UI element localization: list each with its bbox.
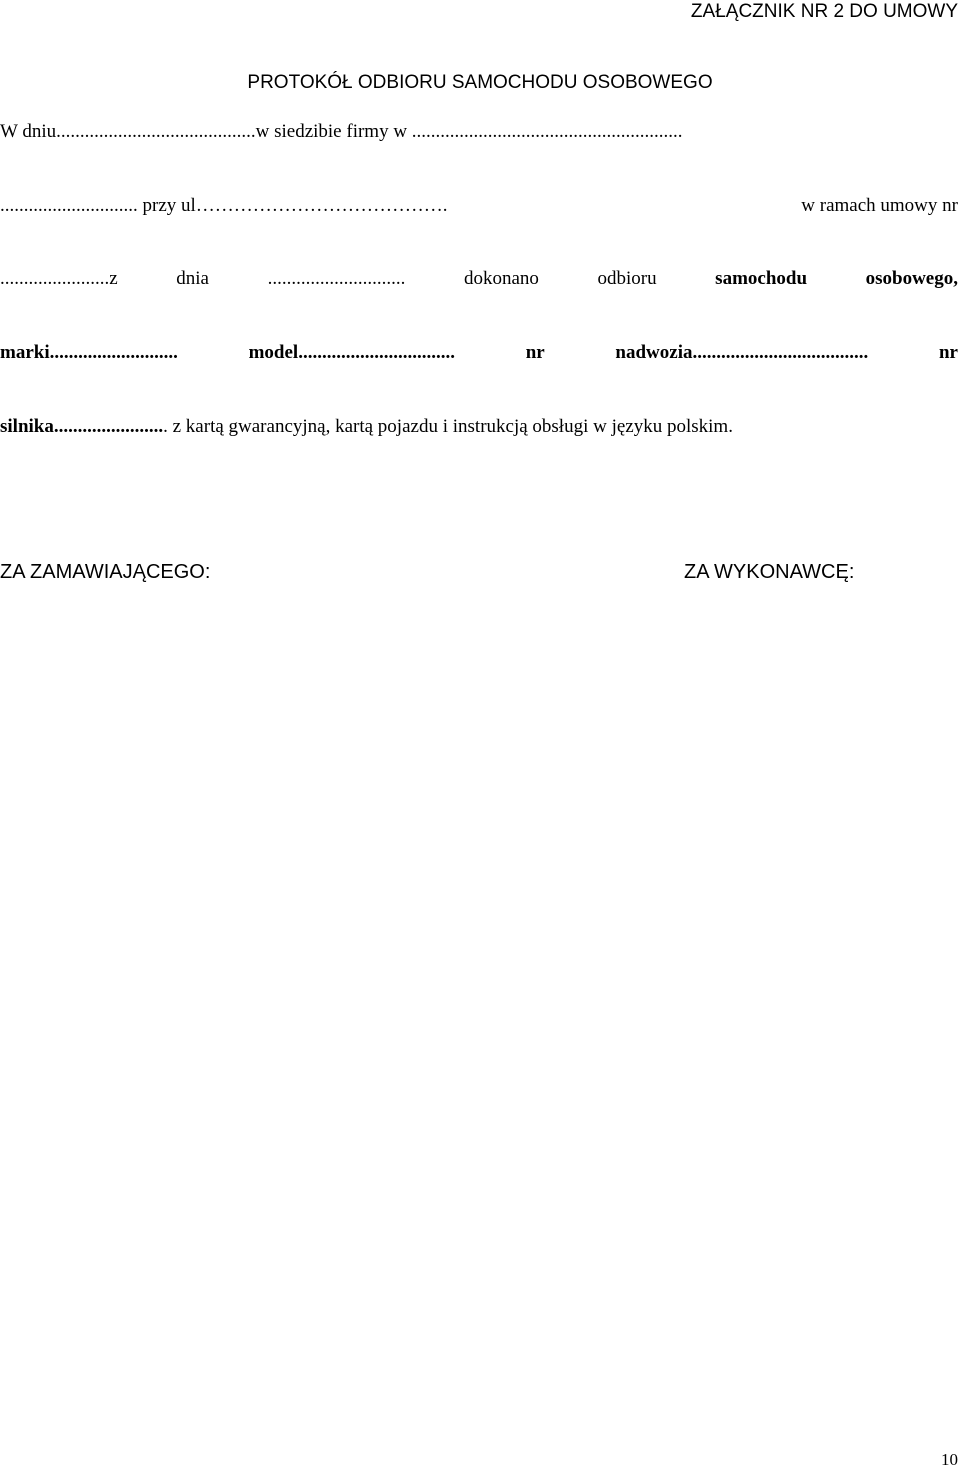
line3-part5: odbioru: [597, 268, 657, 289]
line3-part2: dnia: [176, 268, 209, 289]
page-number: 10: [941, 1450, 958, 1469]
line4-part1: marki...........................: [0, 342, 178, 363]
paragraph-line-5: [0, 417, 733, 436]
line4-part3: nr: [525, 342, 545, 363]
line4-part2: model.................................: [248, 342, 455, 363]
line4-part5: nr: [938, 342, 958, 363]
line3-part1: .......................z: [0, 268, 118, 289]
attachment-header: ZAŁĄCZNIK NR 2 DO UMOWY: [690, 1, 958, 22]
line3-part7: osobowego,: [865, 268, 958, 289]
line5-bold: silnika.......................: [0, 416, 164, 437]
signature-label-contractor: ZA WYKONAWCĘ:: [684, 561, 855, 583]
signature-label-orderer: ZA ZAMAWIAJĄCEGO:: [0, 561, 211, 583]
line2-left: ............................. przy ul………………………………….: [0, 195, 448, 216]
paragraph-line-1: W dniu..........................................w siedzibie firmy w .........................................................: [0, 121, 683, 142]
line3-part4: dokonano: [463, 268, 539, 289]
paragraph-line-2: [0, 196, 958, 215]
paragraph-line-3: [0, 269, 958, 288]
line3-part6: samochodu: [715, 268, 808, 289]
paragraph-line-4: [0, 343, 958, 362]
line3-part3: .............................: [267, 268, 406, 289]
line4-part4: nadwozia.....................................: [615, 342, 869, 363]
line5-rest: . z kartą gwarancyjną, kartą pojazdu i instrukcją obsługi w języku polskim.: [163, 416, 733, 437]
document-title: PROTOKÓŁ ODBIORU SAMOCHODU OSOBOWEGO: [247, 72, 713, 93]
line2-right: w ramach umowy nr: [801, 195, 958, 216]
